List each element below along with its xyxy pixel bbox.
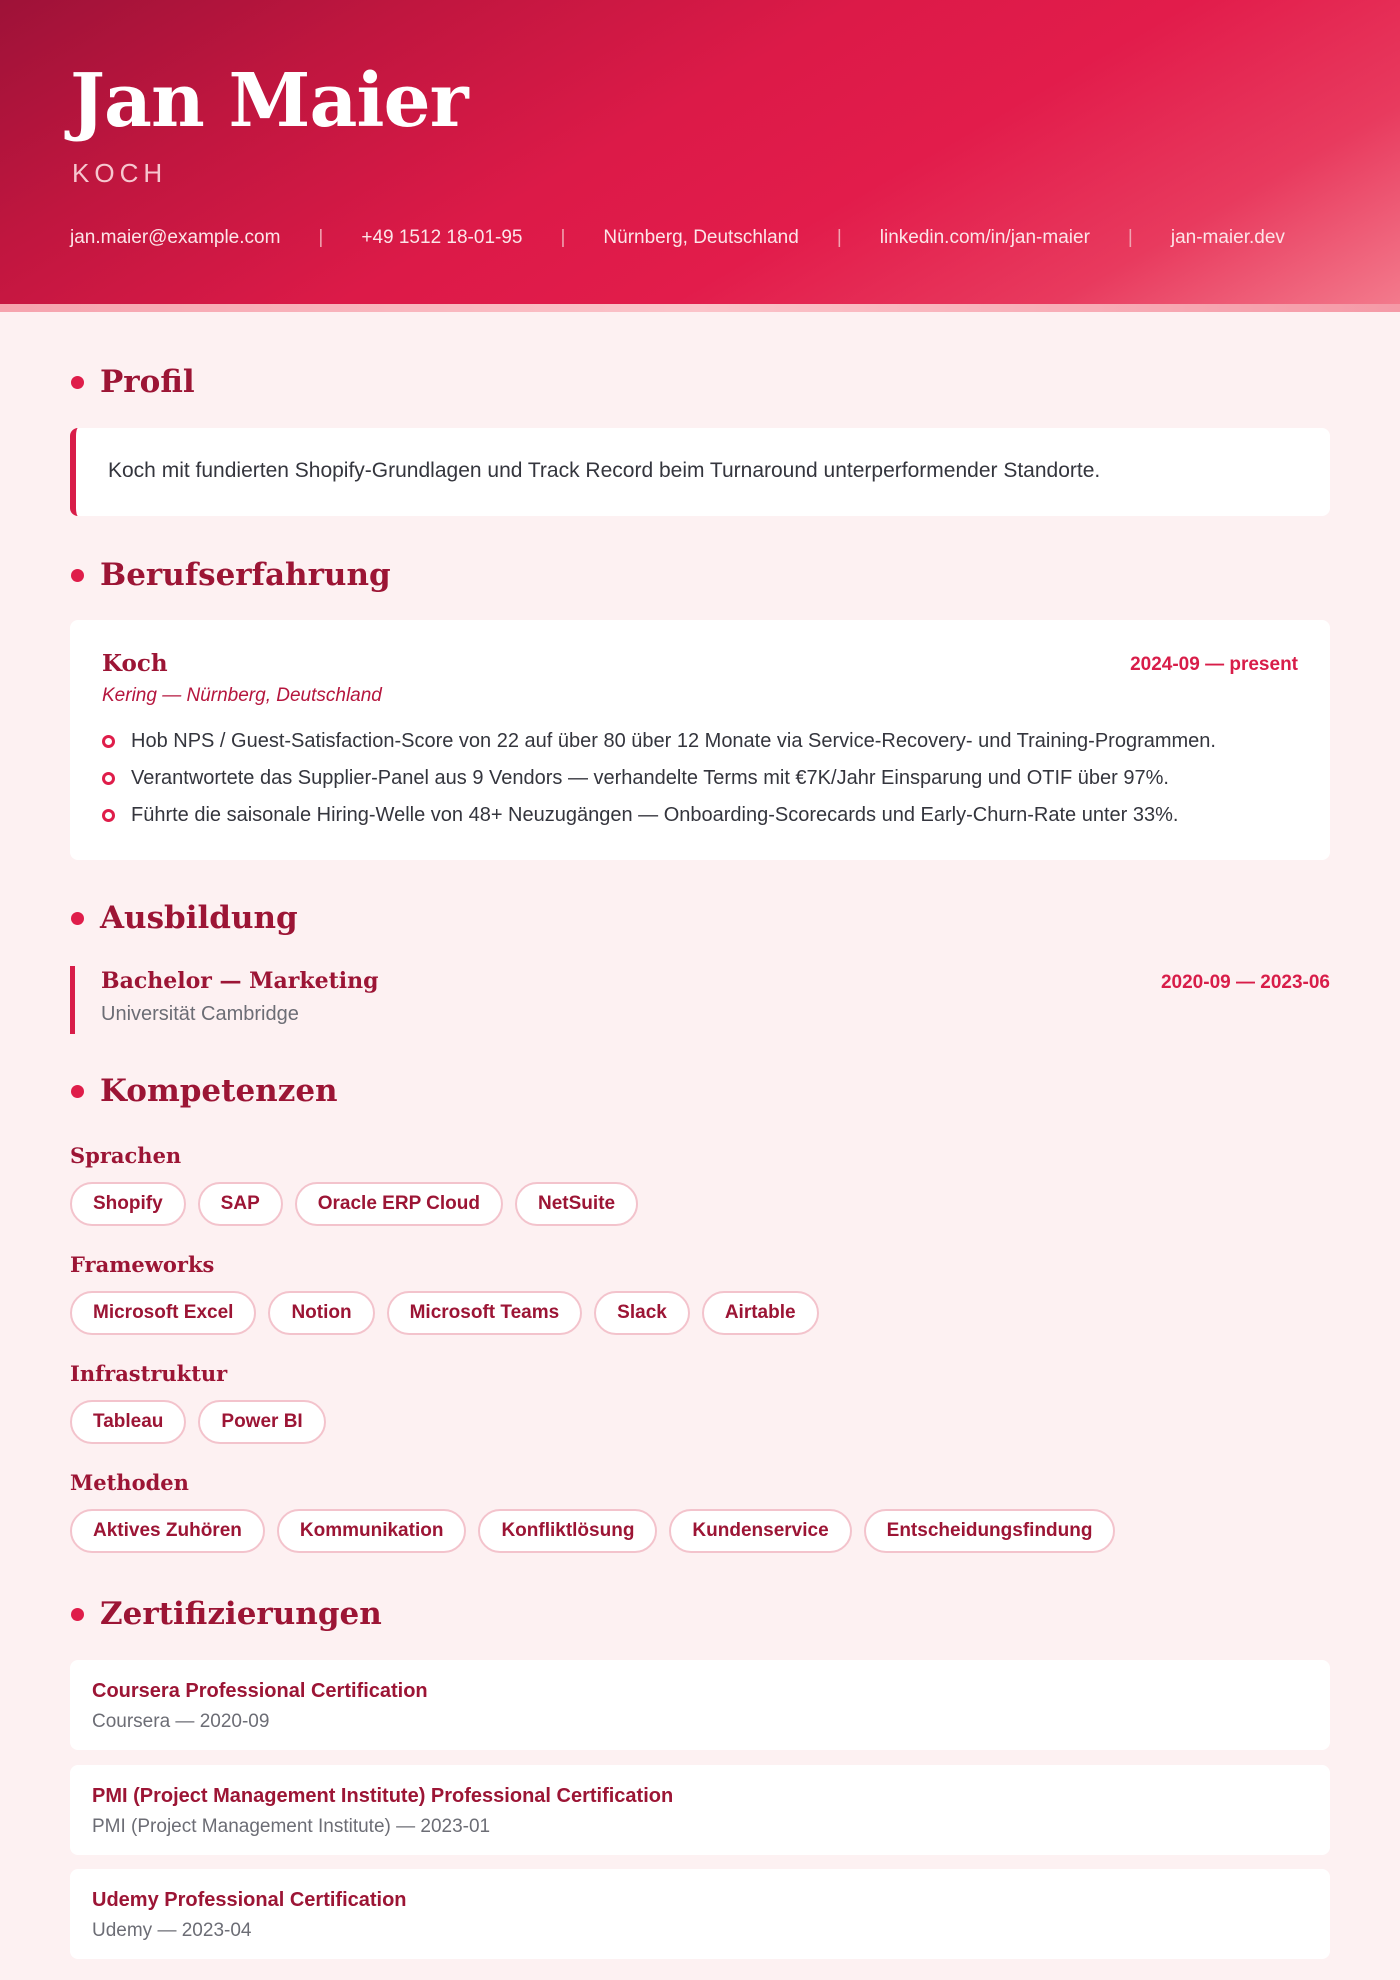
contact-separator: | [318, 227, 324, 248]
list-item [102, 723, 1216, 760]
skill-chips-infrastructure [70, 1400, 338, 1444]
section-heading-text: Profil [100, 364, 195, 400]
ring-bullet-icon [102, 809, 115, 822]
skill-chip: Airtable [702, 1291, 819, 1335]
certification-name: PMI (Project Management Institute) Professional Certification [92, 1785, 674, 1807]
bullet-dot-icon [71, 376, 84, 389]
skill-group-label: Frameworks [70, 1252, 215, 1277]
skill-chip: Microsoft Excel [70, 1291, 256, 1335]
list-item [102, 797, 1216, 834]
skill-group-label: Infrastruktur [70, 1361, 228, 1386]
skill-chip: Notion [268, 1291, 374, 1335]
skill-chip: Aktives Zuhören [70, 1509, 265, 1553]
skill-chip: SAP [198, 1182, 283, 1226]
section-heading-text: Ausbildung [100, 900, 298, 936]
skill-chip: Microsoft Teams [387, 1291, 583, 1335]
contact-website[interactable]: jan-maier.dev [1170, 227, 1285, 248]
skill-chip: Kundenservice [669, 1509, 851, 1553]
skill-chip: Power BI [198, 1400, 325, 1444]
contact-location: Nürnberg, Deutschland [603, 227, 799, 248]
skill-chip: Kommunikation [277, 1509, 467, 1553]
section-heading-experience [70, 557, 391, 593]
bullet-text: Führte die saisonale Hiring-Welle von 48+ Neuzugängen — Onboarding-Scorecards und Early-Churn-Rate unter 33%. [131, 804, 1179, 826]
bullet-text: Verantwortete das Supplier-Panel aus 9 Vendors — verhandelte Terms mit €7K/Jahr Einsparung und OTIF über 97%. [131, 767, 1169, 789]
candidate-title: KOCH [72, 158, 168, 188]
skill-chips-methods [70, 1509, 1127, 1553]
education-entry [70, 966, 1330, 1034]
profile-card [70, 428, 1330, 516]
skill-chip: Oracle ERP Cloud [295, 1182, 503, 1226]
contact-separator: | [560, 227, 566, 248]
bullet-dot-icon [71, 1608, 84, 1621]
contact-bar [70, 227, 1285, 249]
education-dates: 2020-09 — 2023-06 [1160, 972, 1330, 993]
skill-chip: Entscheidungsfindung [864, 1509, 1116, 1553]
skill-chip: Slack [594, 1291, 690, 1335]
certification-meta: PMI (Project Management Institute) — 2023-01 [92, 1816, 491, 1837]
section-heading-text: Kompetenzen [100, 1073, 338, 1109]
contact-linkedin[interactable]: linkedin.com/in/jan-maier [879, 227, 1090, 248]
certification-meta: Coursera — 2020-09 [92, 1711, 270, 1732]
education-degree: Bachelor — Marketing [101, 968, 379, 994]
certification-meta: Udemy — 2023-04 [92, 1920, 252, 1941]
contact-phone[interactable]: +49 1512 18-01-95 [361, 227, 523, 248]
skill-group-label: Sprachen [70, 1143, 182, 1168]
skill-chip: Shopify [70, 1182, 186, 1226]
experience-card [70, 620, 1330, 860]
certification-card [70, 1660, 1330, 1750]
section-heading-skills [70, 1073, 338, 1109]
section-heading-text: Berufserfahrung [100, 557, 391, 593]
contact-separator: | [1127, 227, 1133, 248]
certification-name: Udemy Professional Certification [92, 1889, 407, 1911]
candidate-name: Jan Maier [70, 58, 468, 144]
contact-email[interactable]: jan.maier@example.com [70, 227, 281, 248]
experience-role: Koch [102, 650, 168, 677]
certification-name: Coursera Professional Certification [92, 1680, 428, 1702]
skill-chip: Tableau [70, 1400, 186, 1444]
skill-group-label: Methoden [70, 1470, 189, 1495]
header-accent-bar [0, 304, 1400, 312]
skill-chips-frameworks [70, 1291, 831, 1335]
section-heading-profile [70, 364, 195, 400]
list-item [102, 760, 1216, 797]
bullet-dot-icon [71, 1085, 84, 1098]
experience-bullets [102, 723, 1216, 834]
ring-bullet-icon [102, 772, 115, 785]
section-heading-education [70, 900, 298, 936]
bullet-dot-icon [71, 569, 84, 582]
skill-chip: NetSuite [515, 1182, 638, 1226]
section-heading-text: Zertifizierungen [100, 1596, 382, 1632]
experience-company: Kering — Nürnberg, Deutschland [102, 685, 382, 706]
bullet-dot-icon [71, 912, 84, 925]
experience-dates: 2024-09 — present [1130, 654, 1298, 675]
section-heading-certifications [70, 1596, 382, 1632]
profile-summary: Koch mit fundierten Shopify-Grundlagen und Track Record beim Turnaround unterperformender Standorte. [108, 459, 1101, 482]
contact-separator: | [836, 227, 842, 248]
skill-chips-languages [70, 1182, 650, 1226]
certification-card [70, 1765, 1330, 1855]
education-school: Universität Cambridge [101, 1003, 299, 1025]
skill-chip: Konfliktlösung [478, 1509, 657, 1553]
bullet-text: Hob NPS / Guest-Satisfaction-Score von 22 auf über 80 über 12 Monate via Service-Recovery- und Training-Programmen. [131, 730, 1216, 752]
resume-header [0, 0, 1400, 304]
ring-bullet-icon [102, 735, 115, 748]
certification-card [70, 1869, 1330, 1959]
